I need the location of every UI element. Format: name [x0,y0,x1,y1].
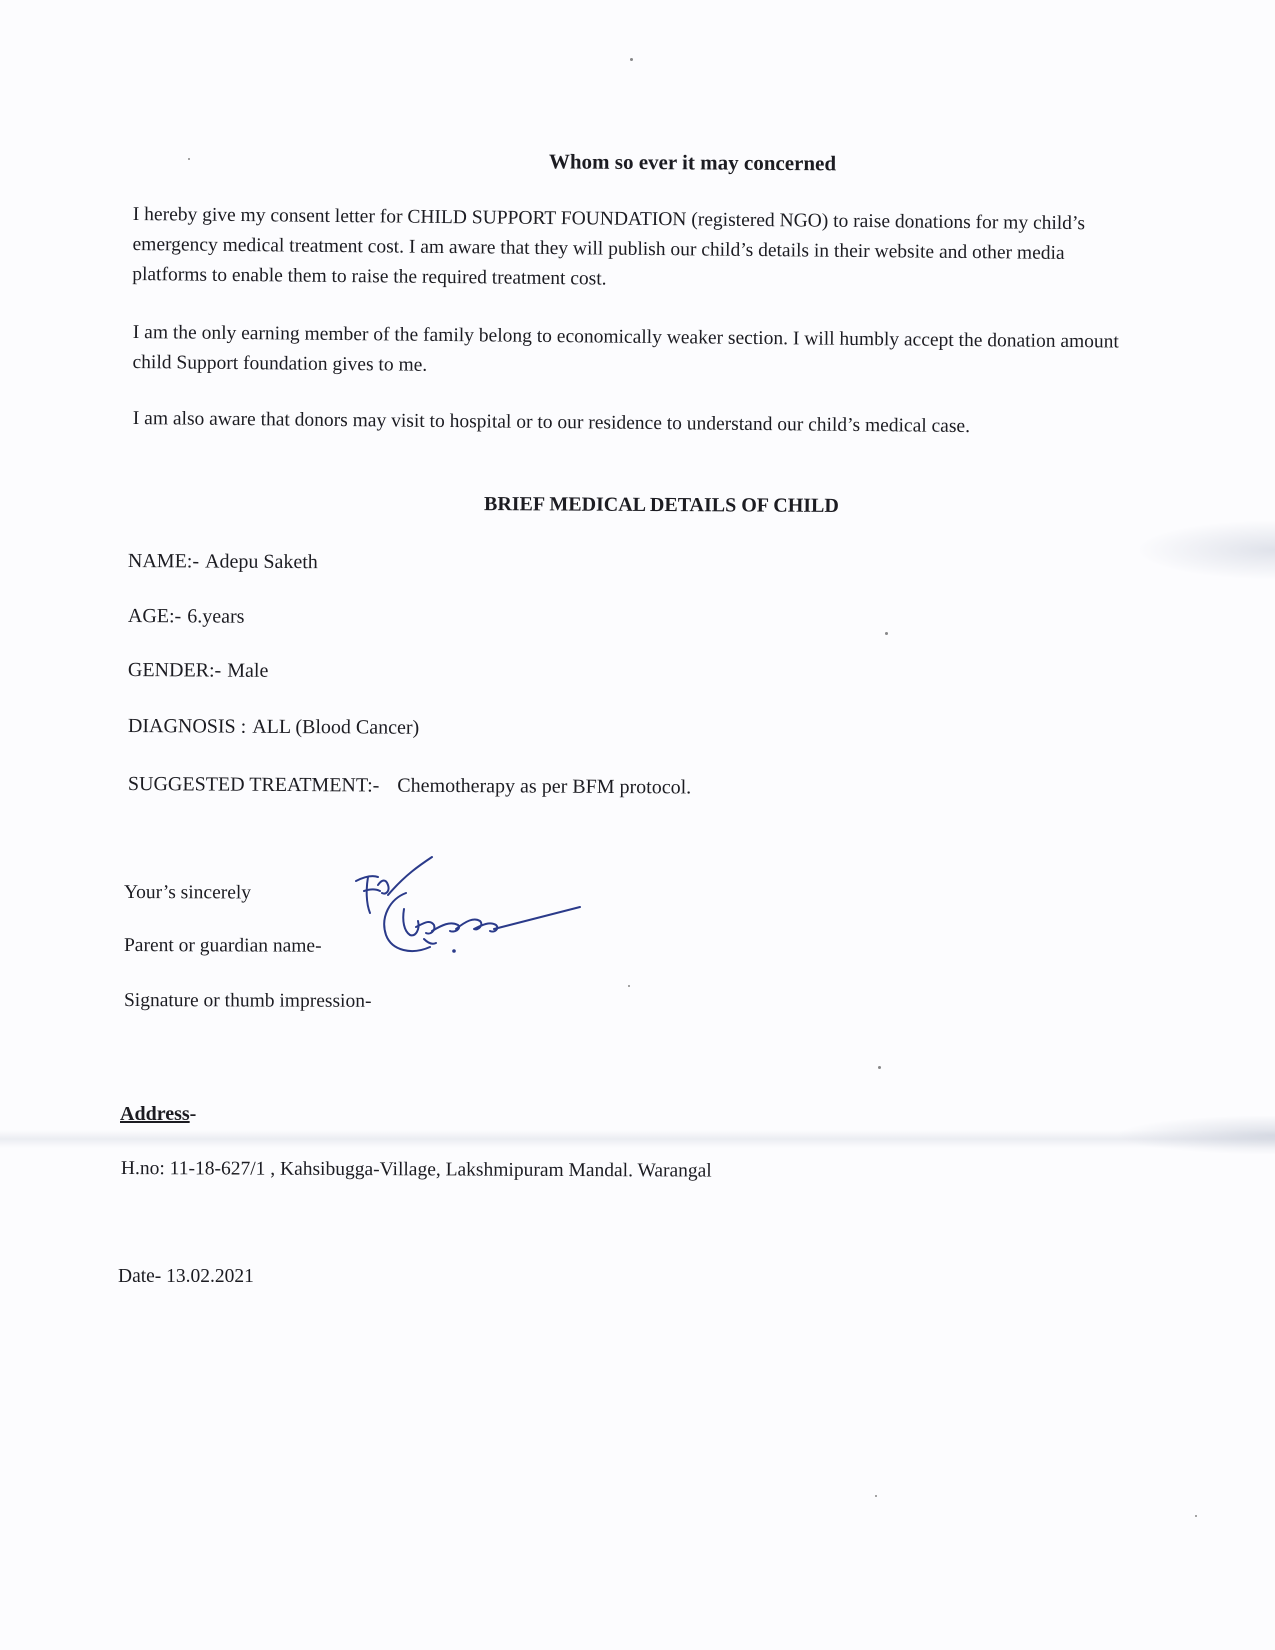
diagnosis-row [128,715,419,740]
medical-details-heading: BRIEF MEDICAL DETAILS OF CHILD [483,493,839,517]
child-gender-value: Male [227,659,269,682]
child-name-label: NAME:- [127,550,200,573]
child-gender-row [128,659,269,683]
consent-paragraph: I hereby give my consent letter for CHILD SUPPORT FOUNDATION (registered NGO) to raise donations for my child’s emergency medical treatment cost. I am aware that they will publish our child’s details in their website and other media platforms to enable them to raise the required treatment cost. [132,203,1086,290]
scan-speck [630,58,633,61]
scan-edge-shadow [1135,520,1275,580]
closing-sincerely: Your’s sincerely [123,882,252,904]
address-line: H.no: 11-18-627/1 , Kahsibugga-Village, Lakshmipuram Mandal. Warangal [120,1158,712,1182]
signature-label: Signature or thumb impression- [123,990,372,1012]
child-age-row [128,605,245,629]
child-age-label: AGE:- [127,605,182,628]
scan-speck [878,1066,881,1069]
income-paragraph: I am the only earning member of the family belong to economically weaker section. I will humbly accept the donation amount child Support foundation gives to me. [132,321,1119,376]
child-gender-label: GENDER:- [127,659,222,682]
address-heading-suffix: - [189,1103,197,1125]
child-age-value: 6.years [187,605,245,628]
treatment-value: Chemotherapy as per BFM protocol. [397,774,692,799]
child-name-row [128,550,318,574]
donor-visit-paragraph: I am also aware that donors may visit to hospital or to our residence to understand our child’s medical case. [132,407,971,438]
diagnosis-value: ALL (Blood Cancer) [252,715,420,739]
treatment-row [128,773,691,799]
letter-date: Date- 13.02.2021 [118,1266,254,1287]
address-heading [120,1103,196,1126]
scan-edge-shadow [1115,1115,1275,1155]
address-heading-text: Address [120,1103,190,1125]
diagnosis-label: DIAGNOSIS : [127,715,247,738]
scan-speck [628,985,630,987]
scan-speck [875,1495,877,1497]
scan-speck [1195,1515,1197,1517]
paper-fold-shadow [0,1130,1275,1148]
letter-title: Whom so ever it may concerned [548,149,837,176]
child-name-value: Adepu Saketh [204,550,318,574]
guardian-name-label: Parent or guardian name- [123,935,322,957]
scan-speck [885,632,888,635]
treatment-label: SUGGESTED TREATMENT:- [127,773,380,797]
handwritten-signature [350,855,600,985]
